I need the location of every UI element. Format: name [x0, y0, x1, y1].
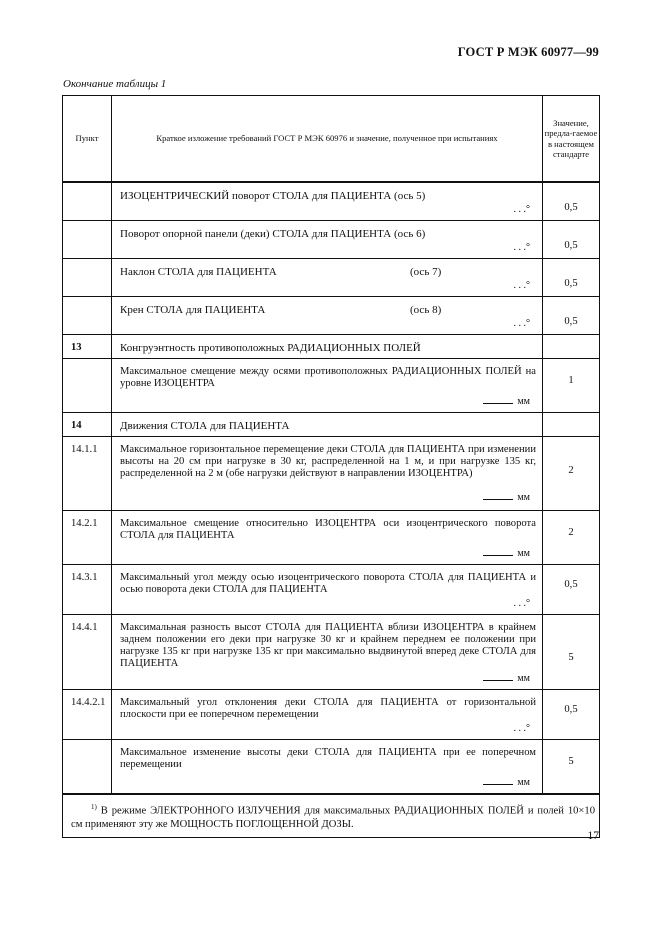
table-row: [63, 740, 600, 795]
value-blank: [483, 671, 513, 681]
row-axis: (ось 7): [410, 266, 442, 278]
row-number: [63, 740, 111, 747]
row-value: 5: [568, 652, 574, 663]
row-value: 0,5: [564, 579, 578, 590]
row-value: 0,5: [564, 202, 578, 213]
row-unit: . . .°: [513, 598, 530, 609]
row-value: 2: [568, 527, 574, 538]
section-title: Конгруэнтность противоположных РАДИАЦИОННЫХ ПОЛЕЙ: [120, 342, 421, 354]
footnote: [63, 795, 599, 837]
section-number: 14: [71, 420, 82, 431]
row-text: Максимальное смещение между осями противоположных РАДИАЦИОННЫХ ПОЛЕЙ на уровне ИЗОЦЕНТРА: [120, 366, 536, 389]
row-number: [63, 183, 111, 190]
footnote-mark: 1): [91, 803, 97, 811]
row-number: 14.3.1: [71, 572, 98, 583]
table-row: [63, 437, 600, 511]
requirements-table: [62, 95, 600, 838]
section-row: [63, 413, 600, 437]
row-unit: . . .°: [513, 242, 530, 253]
row-value: 5: [568, 756, 574, 767]
header-col-summary: Краткое изложение требований ГОСТ Р МЭК 60976 и значение, полученное при испытаниях: [112, 96, 543, 183]
table-row: [63, 182, 600, 221]
row-text: Максимальное смещение относительно ИЗОЦЕНТРА оси изоцентрического поворота СТОЛА для ПАЦИЕНТА: [120, 518, 536, 541]
row-text: Максимальный угол отклонения деки СТОЛА для ПАЦИЕНТА от горизонтальной плоскости при ее поперечном перемещении: [120, 697, 536, 720]
table-row: [63, 690, 600, 740]
row-text: Поворот опорной панели (деки) СТОЛА для ПАЦИЕНТА (ось 6): [120, 228, 426, 240]
section-title: Движения СТОЛА для ПАЦИЕНТА: [120, 420, 290, 432]
row-number: [63, 221, 111, 228]
row-text: Максимальное изменение высоты деки СТОЛА для ПАЦИЕНТА при ее поперечном перемещении: [120, 747, 536, 770]
row-number: [63, 297, 111, 304]
row-unit: . . .°: [513, 723, 530, 734]
footnote-text: В режиме ЭЛЕКТРОННОГО ИЗЛУЧЕНИЯ для максимальных РАДИАЦИОННЫХ ПОЛЕЙ и полей 10×10 см применяют эту же МОЩНОСТЬ ПОГЛОЩЕННОЙ ДОЗЫ.: [71, 805, 595, 830]
row-value: 2: [568, 465, 574, 476]
row-number: [63, 259, 111, 266]
value-blank: [483, 490, 513, 500]
table-row: [63, 221, 600, 259]
row-number: 14.4.1: [71, 622, 98, 633]
section-row: [63, 335, 600, 359]
table-header-row: [63, 96, 600, 183]
row-unit: . . .°: [513, 280, 530, 291]
header-col-item: Пункт: [63, 96, 112, 183]
row-unit: мм: [517, 396, 530, 407]
value-blank: [483, 546, 513, 556]
row-unit: мм: [517, 673, 530, 684]
row-number: [63, 359, 111, 366]
row-value: 0,5: [564, 278, 578, 289]
value-blank: [483, 775, 513, 785]
row-text: Максимальное горизонтальное перемещение деки СТОЛА для ПАЦИЕНТА при изменении высоты на 20 см при нагрузке в 30 кг, распределенной на 1 м, и при нагрузке 135 кг, распределенной на 2 м (обе нагрузки действуют в направлении ИЗОЦЕНТРА): [120, 444, 536, 479]
row-text: Максимальный угол между осью изоцентрического поворота СТОЛА для ПАЦИЕНТА и осью поворота деки СТОЛА для ПАЦИЕНТА: [120, 572, 536, 595]
row-unit: мм: [517, 777, 530, 788]
row-value: 0,5: [564, 240, 578, 251]
page-number: 17: [587, 830, 599, 842]
table-row: [63, 615, 600, 690]
row-axis: (ось 8): [410, 304, 442, 316]
standard-header: ГОСТ Р МЭК 60977—99: [457, 45, 599, 59]
row-number: 14.2.1: [71, 518, 98, 529]
table-row: [63, 565, 600, 615]
row-unit: . . .°: [513, 204, 530, 215]
table-row: [63, 259, 600, 297]
value-blank: [483, 394, 513, 404]
footnote-row: [63, 794, 600, 837]
row-value: 1: [568, 375, 574, 386]
table-caption: Окончание таблицы 1: [63, 78, 167, 90]
row-text: Крен СТОЛА для ПАЦИЕНТА: [120, 304, 266, 316]
row-value: 0,5: [564, 316, 578, 327]
row-unit: мм: [517, 492, 530, 503]
table-row: [63, 297, 600, 335]
row-unit: . . .°: [513, 318, 530, 329]
row-value: 0,5: [564, 704, 578, 715]
row-unit: мм: [517, 548, 530, 559]
table-row: [63, 511, 600, 565]
row-text: ИЗОЦЕНТРИЧЕСКИЙ поворот СТОЛА для ПАЦИЕНТА (ось 5): [120, 190, 426, 202]
row-text: Наклон СТОЛА для ПАЦИЕНТА: [120, 266, 277, 278]
header-col-value: Значение, предла-гаемое в настоящем стандарте: [543, 96, 600, 183]
table-row: [63, 359, 600, 413]
row-number: 14.4.2.1: [71, 697, 106, 708]
row-number: 14.1.1: [71, 444, 98, 455]
row-text: Максимальная разность высот СТОЛА для ПАЦИЕНТА вблизи ИЗОЦЕНТРА в крайнем заднем положении его деки при нагрузке 30 кг и крайнем переднем ее положении при нагрузке 135 кг при нагрузке 135 кг при максимально выдвинутой вперед деке СТОЛА для ПАЦИЕНТА: [120, 622, 536, 669]
section-number: 13: [71, 342, 82, 353]
